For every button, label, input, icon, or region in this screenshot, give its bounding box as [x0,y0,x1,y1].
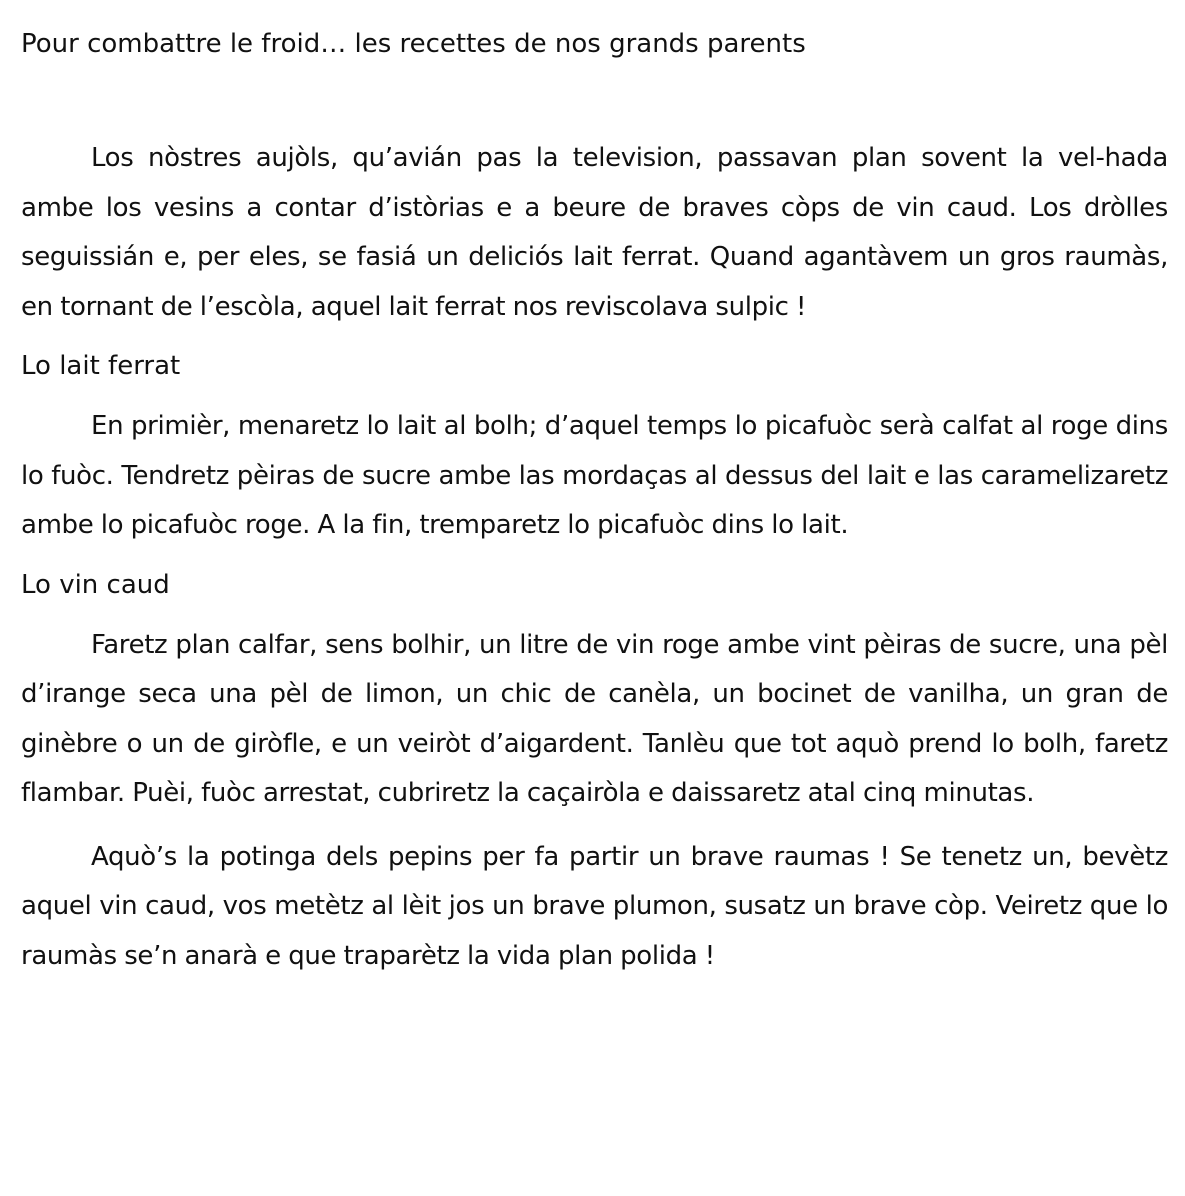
document-title: Pour combattre le froid… les recettes de nos grands parents [21,29,806,59]
section-heading-vin-caud: Lo vin caud [21,569,170,600]
section-paragraph-lait-ferrat: En primièr, menaretz lo lait al bolh; d’aquel temps lo picafuòc serà calfat al roge dins lo fuòc. Tendretz pèiras de sucre ambe las mordaças al dessus del lait e las caramelizaretz ambe lo picafuòc roge. A la fin, tremparetz lo picafuòc dins lo lait. [21,411,1168,540]
section-heading-lait-ferrat: Lo lait ferrat [21,351,181,381]
intro-paragraph: Los nòstres aujòls, qu’avián pas la television, passavan plan sovent la vel-hada ambe los vesins a contar d’istòrias e a beure de braves còps de vin caud. Los dròlles seguissián e, per eles, se fasiá un deliciós lait ferrat. Quand agantàvem un gros raumàs, en tornant de l’escòla, aquel lait ferrat nos reviscolava sulpic ! [21,143,1168,322]
closing-paragraph: Aquò’s la potinga dels pepins per fa partir un brave raumas ! Se tenetz un, bevètz aquel vin caud, vos metètz al lèit jos un brave plumon, susatz un brave còp. Veiretz que lo raumàs se’n anarà e que traparètz la vida plan polida ! [21,841,1168,971]
document-page [21,24,1168,995]
section-paragraph-vin-caud: Faretz plan calfar, sens bolhir, un litre de vin roge ambe vint pèiras de sucre, una pèl d’irange seca una pèl de limon, un chic de canèla, un bocinet de vanilha, un gran de ginèbre o un de giròfle, e un veiròt d’aigardent. Tanlèu que tot aquò prend lo bolh, faretz flambar. Puèi, fuòc arrestat, cubriretz la caçairòla e daissaretz atal cinq minutas. [21,629,1168,808]
